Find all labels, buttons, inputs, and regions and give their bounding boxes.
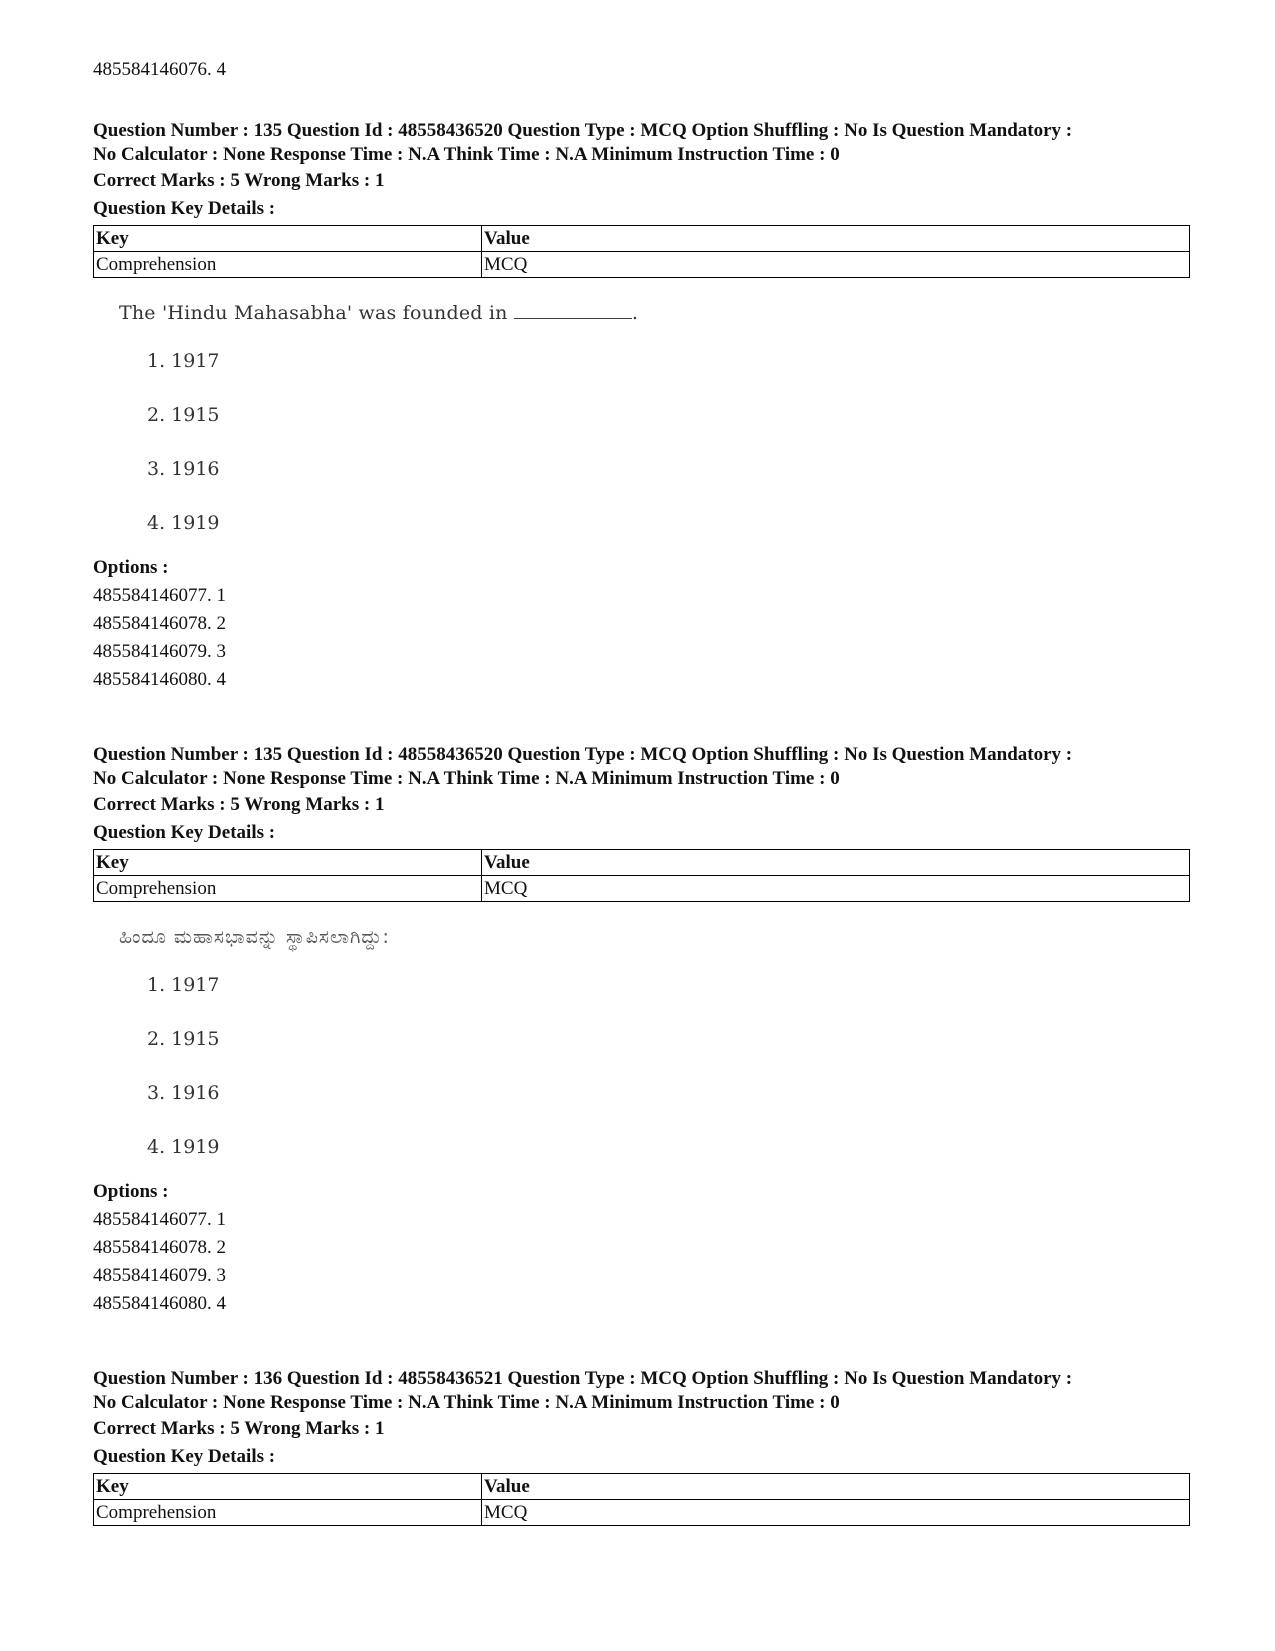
table-cell-key: Comprehension (94, 252, 482, 278)
image-option-4: 4. 1919 (147, 1136, 220, 1158)
option-line-4: 485584146080. 4 (93, 669, 226, 690)
marks-line: Correct Marks : 5 Wrong Marks : 1 (93, 170, 385, 191)
question-header-line1: Question Number : 136 Question Id : 48558436521 Question Type : MCQ Option Shuffling : No Is Question Mandatory : (93, 1368, 1073, 1389)
question-header-line1: Question Number : 135 Question Id : 48558436520 Question Type : MCQ Option Shuffling : No Is Question Mandatory : (93, 744, 1073, 765)
question-block-136 (93, 1367, 1190, 1526)
table-header-value: Value (482, 850, 1190, 876)
image-option-4: 4. 1919 (147, 512, 220, 534)
previous-option-line: 485584146076. 4 (93, 59, 226, 80)
option-line-1: 485584146077. 1 (93, 1209, 226, 1230)
key-details-label: Question Key Details : (93, 1446, 276, 1467)
options-label: Options : (93, 1181, 169, 1202)
table-row (94, 1500, 1190, 1526)
question-header-line2: No Calculator : None Response Time : N.A Think Time : N.A Minimum Instruction Time : 0 (93, 1392, 840, 1413)
key-details-table (93, 849, 1190, 902)
table-cell-value: MCQ (482, 1500, 1190, 1526)
options-label: Options : (93, 557, 169, 578)
table-cell-key: Comprehension (94, 1500, 482, 1526)
question-text (119, 302, 1190, 334)
table-header-row (94, 850, 1190, 876)
option-line-3: 485584146079. 3 (93, 641, 226, 662)
table-header-key: Key (94, 1474, 482, 1500)
question-header-line1: Question Number : 135 Question Id : 48558436520 Question Type : MCQ Option Shuffling : No Is Question Mandatory : (93, 120, 1073, 141)
option-line-2: 485584146078. 2 (93, 1237, 226, 1258)
image-option-1: 1. 1917 (147, 974, 220, 996)
image-option-3: 3. 1916 (147, 1082, 220, 1104)
question-header-line2: No Calculator : None Response Time : N.A Think Time : N.A Minimum Instruction Time : 0 (93, 144, 840, 165)
table-header-key: Key (94, 226, 482, 252)
key-details-table (93, 225, 1190, 278)
table-header-key: Key (94, 850, 482, 876)
table-header-row (94, 1474, 1190, 1500)
key-details-label: Question Key Details : (93, 198, 276, 219)
table-header-row (94, 226, 1190, 252)
table-header-value: Value (482, 1474, 1190, 1500)
option-line-1: 485584146077. 1 (93, 585, 226, 606)
image-option-2: 2. 1915 (147, 404, 220, 426)
image-option-2: 2. 1915 (147, 1028, 220, 1050)
option-line-3: 485584146079. 3 (93, 1265, 226, 1286)
question-block-135-kannada (93, 743, 1190, 1318)
question-block-135-english (93, 119, 1190, 694)
option-line-2: 485584146078. 2 (93, 613, 226, 634)
marks-line: Correct Marks : 5 Wrong Marks : 1 (93, 1418, 385, 1439)
table-cell-key: Comprehension (94, 876, 482, 902)
table-header-value: Value (482, 226, 1190, 252)
table-cell-value: MCQ (482, 876, 1190, 902)
marks-line: Correct Marks : 5 Wrong Marks : 1 (93, 794, 385, 815)
image-option-3: 3. 1916 (147, 458, 220, 480)
table-row (94, 252, 1190, 278)
key-details-label: Question Key Details : (93, 822, 276, 843)
option-line-4: 485584146080. 4 (93, 1293, 226, 1314)
question-end-mark: . (631, 302, 639, 324)
image-option-1: 1. 1917 (147, 350, 220, 372)
question-text: ಹಿಂದೂ ಮಹಾಸಭಾವನ್ನು ಸ್ಥಾಪಿಸಲಾಗಿದ್ದು: (119, 926, 390, 948)
question-text-label: The 'Hindu Mahasabha' was founded in (119, 302, 508, 324)
key-details-table (93, 1473, 1190, 1526)
table-cell-value: MCQ (482, 252, 1190, 278)
question-header-line2: No Calculator : None Response Time : N.A Think Time : N.A Minimum Instruction Time : 0 (93, 768, 840, 789)
table-row (94, 876, 1190, 902)
fill-blank (514, 302, 632, 319)
